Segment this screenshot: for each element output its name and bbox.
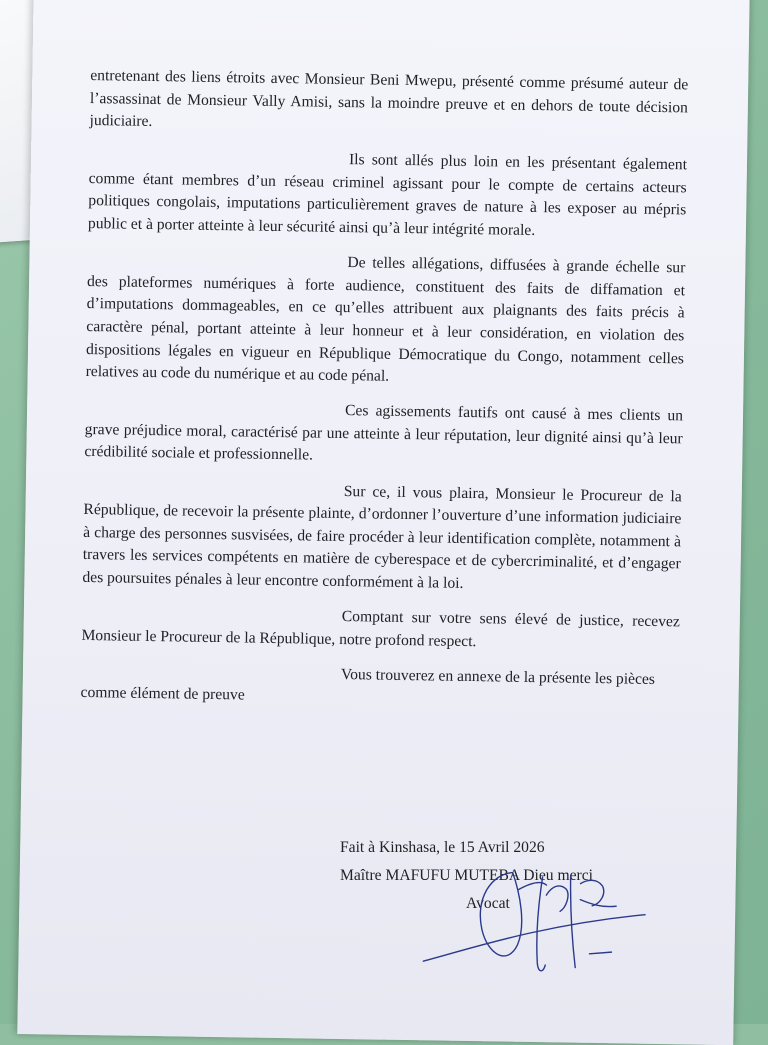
document-body <box>80 65 688 727</box>
paragraph-2: Ils sont allés plus loin en les présentant également comme étant membres d’un réseau criminel agissant pour le compte de certains acteurs politiques congolais, imputations particulièrement graves de nature à les exposer au mépris public et à porter atteinte à leur sécurité ainsi qu’à leur intégrité morale. <box>87 151 688 240</box>
handwritten-signature-icon <box>419 853 661 982</box>
paragraph-6: Comptant sur votre sens élevé de justice, recevez Monsieur le Procureur de la République, notre profond respect. <box>81 607 680 650</box>
paragraph-5: Sur ce, il vous plaira, Monsieur le Procureur de la République, de recevoir la présente plainte, d’ordonner l’ouverture d’une information judiciaire à charge des personnes susvisées, de faire procéder à leur identification complète, notamment à travers les services compétents en matière de cyberespace et de cybercriminalité, et d’engager des poursuites pénales à leur encontre conformément à la loi. <box>82 482 682 592</box>
signatory-title: Avocat <box>466 895 510 912</box>
paragraph-3: De telles allégations, diffusées à grande échelle sur des plateformes numériques à forte audience, constituent des faits de diffamation et d’imputations dommageables, en ce qu’elles attribuent aux plaignants des faits précis à caractère pénal, portant atteinte à leur honneur et à leur considération, en violation des dispositions légales en vigueur en République Démocratique du Congo, notamment celles relatives au code du numérique et au code pénal. <box>85 254 686 385</box>
paragraph-1: entretenant des liens étroits avec Monsieur Beni Mwepu, présenté comme présumé auteur de l’assassinat de Monsieur Vally Amisi, sans la moindre preuve et en dehors de toute décision judiciaire. <box>89 66 689 131</box>
place-date: Fait à Kinshasa, le 15 Avril 2026 <box>340 839 545 856</box>
paragraph-4: Ces agissements fautifs ont causé à mes clients un grave préjudice moral, caractérisé par une atteinte à leur réputation, leur dignité ainsi qu’à leur crédibilité sociale et professionnelle. <box>84 402 684 464</box>
signatory-name: Maître MAFUFU MUTEBA Dieu merci <box>340 867 593 884</box>
paragraph-7: Vous trouverez en annexe de la présente les pièces comme élément de preuve <box>80 665 656 704</box>
